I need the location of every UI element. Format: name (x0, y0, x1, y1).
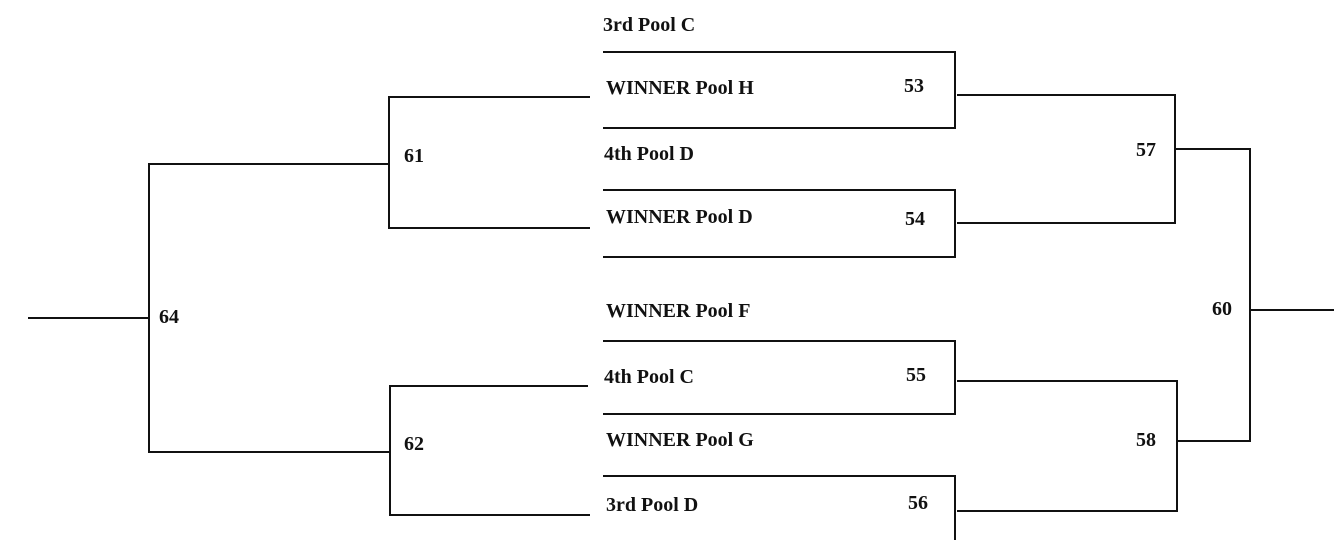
team-winner-pool-f: WINNER Pool F (606, 300, 751, 322)
connector-57-58-60 (1175, 149, 1250, 441)
team-4th-pool-c: 4th Pool C (604, 366, 694, 388)
match-number-57: 57 (1136, 139, 1156, 161)
team-winner-pool-h: WINNER Pool H (606, 77, 754, 99)
team-3rd-pool-c: 3rd Pool C (603, 14, 696, 36)
match-number-61: 61 (404, 145, 424, 167)
match-number-55: 55 (906, 364, 926, 386)
connector-64 (149, 164, 390, 452)
team-winner-pool-d: WINNER Pool D (606, 206, 753, 228)
team-3rd-pool-d: 3rd Pool D (606, 494, 699, 516)
match-number-60: 60 (1212, 298, 1232, 320)
team-4th-pool-d: 4th Pool D (604, 143, 694, 165)
match-number-53: 53 (904, 75, 924, 97)
match-number-62: 62 (404, 433, 424, 455)
match-number-64: 64 (159, 306, 179, 328)
team-winner-pool-g: WINNER Pool G (606, 429, 754, 451)
match-number-58: 58 (1136, 429, 1156, 451)
match-number-56: 56 (908, 492, 928, 514)
match-number-54: 54 (905, 208, 925, 230)
